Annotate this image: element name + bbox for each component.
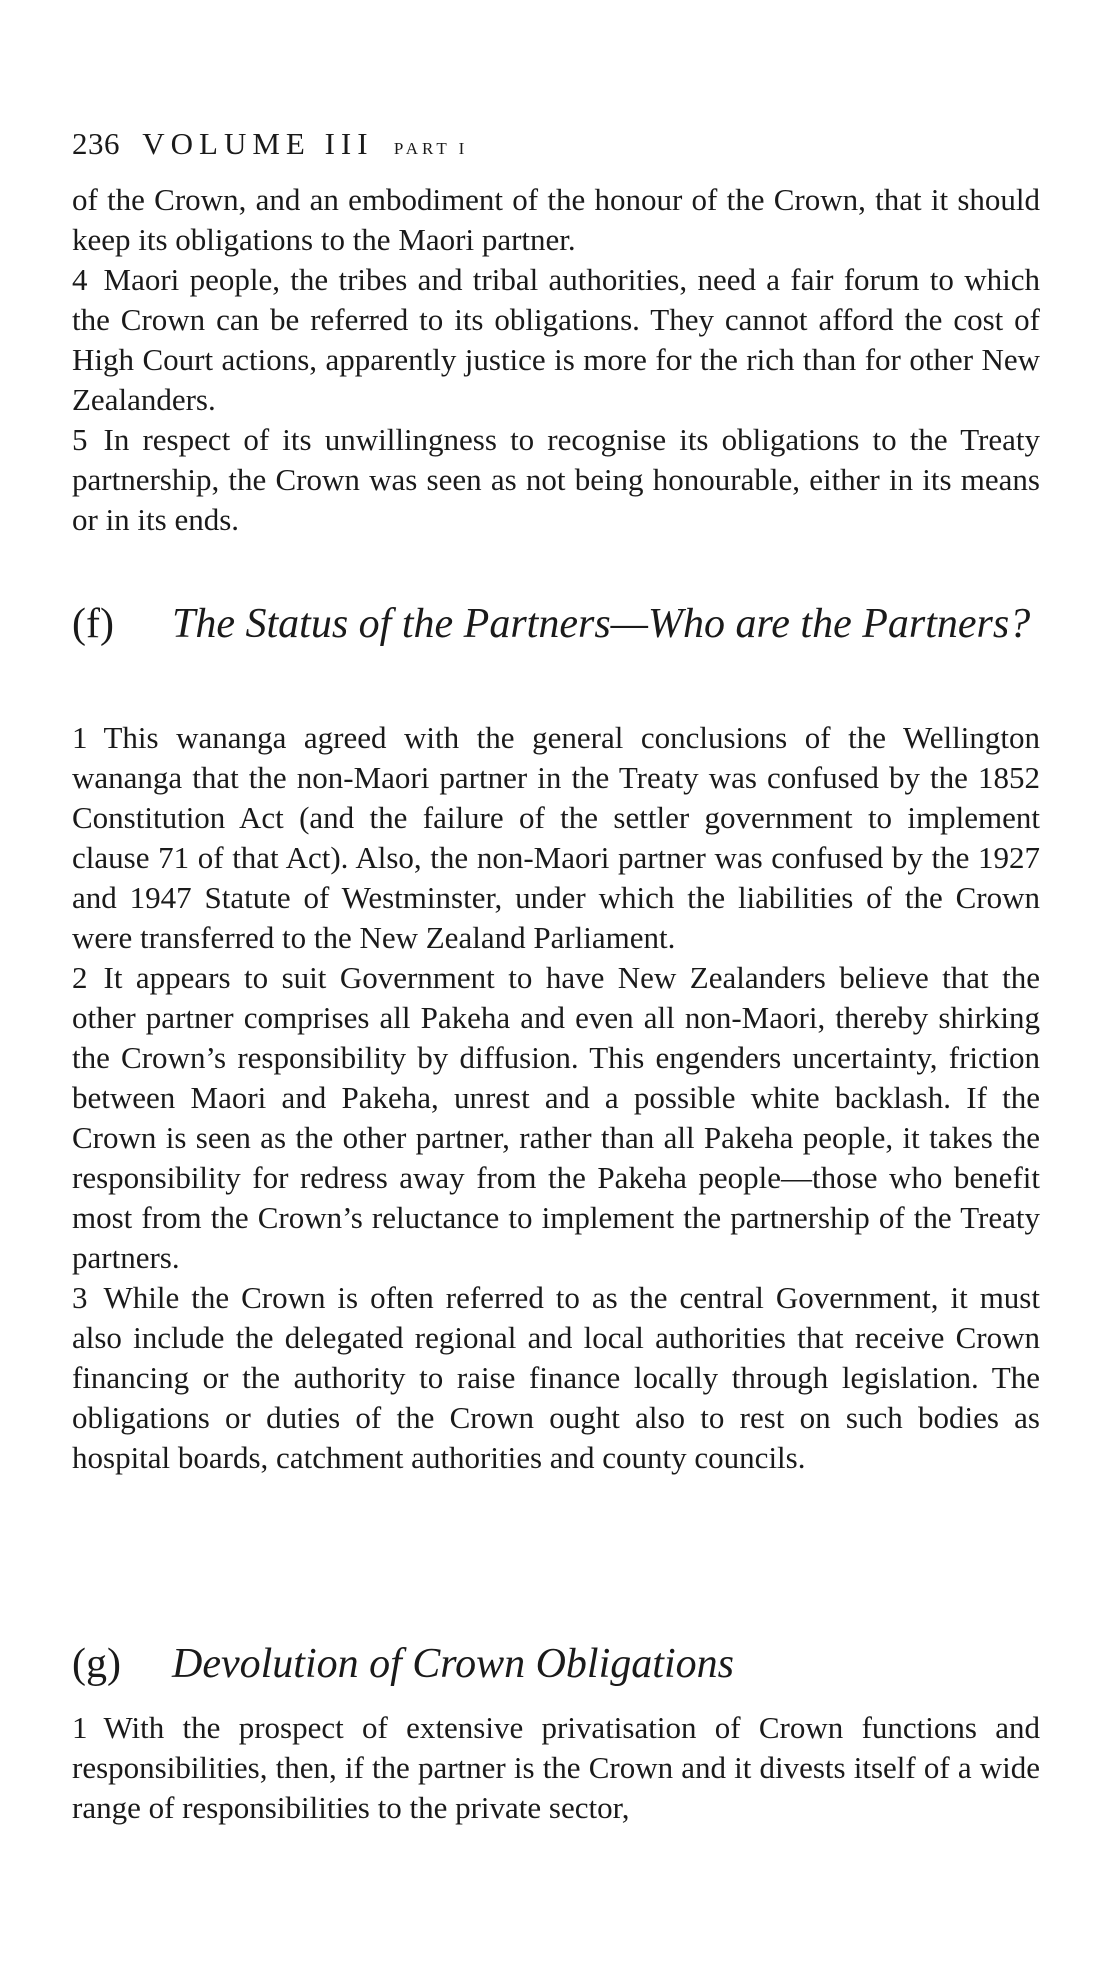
paragraph-5 <box>72 420 1040 540</box>
paragraph-4 <box>72 260 1040 420</box>
paragraph-text: In respect of its unwillingness to recognise its obligations to the Treaty partnership, the Crown was seen as not being honourable, either in its means or in its ends. <box>72 422 1040 537</box>
paragraph-text: This wananga agreed with the general conclusions of the Wellington wananga that the non-Maori partner in the Treaty was confused by the 1852 Constitution Act (and the failure of the settler government to implement clause 71 of that Act). Also, the non-Maori partner was confused by the 1927 and 1947 Statute of Westminster, under which the liabilities of the Crown were transferred to the New Zealand Parliament. <box>72 720 1040 955</box>
page-number: 236 <box>72 126 120 161</box>
continuation-paragraph: of the Crown, and an embodiment of the honour of the Crown, that it should keep its obligations to the Maori partner. <box>72 182 1040 257</box>
paragraph-number: 1 <box>72 1710 88 1745</box>
section-title: Devolution of Crown Obligations <box>172 1641 734 1687</box>
paragraph-1 <box>72 1708 1040 1828</box>
opening-paragraphs <box>72 180 1040 540</box>
section-label: (f) <box>72 601 114 647</box>
paragraph-number: 1 <box>72 720 88 755</box>
paragraph-3 <box>72 1278 1040 1478</box>
running-head <box>72 126 468 162</box>
paragraph-text: While the Crown is often referred to as the central Government, it must also include the delegated regional and local authorities that receive Crown financing or the authority to raise finance locally through legislation. The obligations or duties of the Crown ought also to rest on such bodies as hospital boards, catchment authorities and county councils. <box>72 1280 1040 1475</box>
section-g-paragraphs <box>72 1708 1040 1828</box>
section-f-paragraphs <box>72 718 1040 1478</box>
paragraph-number: 4 <box>72 262 88 297</box>
paragraph-number: 2 <box>72 960 88 995</box>
paragraph-text: With the prospect of extensive privatisation of Crown functions and responsibilities, then, if the partner is the Crown and it divests itself of a wide range of responsibilities to the private sector, <box>72 1710 1040 1825</box>
paragraph-number: 3 <box>72 1280 88 1315</box>
section-heading-f <box>72 598 1052 650</box>
part-label: PART I <box>393 139 469 158</box>
section-title: The Status of the Partners—Who are the Partners? <box>172 601 1031 647</box>
paragraph-text: It appears to suit Government to have New Zealanders believe that the other partner comprises all Pakeha and even all non-Maori, thereby shirking the Crown’s responsibility by diffusion. This engenders uncertainty, friction between Maori and Pakeha, unrest and a possible white backlash. If the Crown is seen as the other partner, rather than all Pakeha people, it takes the responsibility for redress away from the Pakeha people—those who benefit most from the Crown’s reluctance to implement the partnership of the Treaty partners. <box>72 960 1040 1275</box>
section-heading-g <box>72 1638 1052 1690</box>
paragraph-2 <box>72 958 1040 1278</box>
volume-label: VOLUME III <box>142 126 374 161</box>
section-label: (g) <box>72 1641 121 1687</box>
paragraph-number: 5 <box>72 422 88 457</box>
paragraph-1 <box>72 718 1040 958</box>
paragraph-text: Maori people, the tribes and tribal authorities, need a fair forum to which the Crown can be referred to its obligations. They cannot afford the cost of High Court actions, apparently justice is more for the rich than for other New Zealanders. <box>72 262 1040 417</box>
